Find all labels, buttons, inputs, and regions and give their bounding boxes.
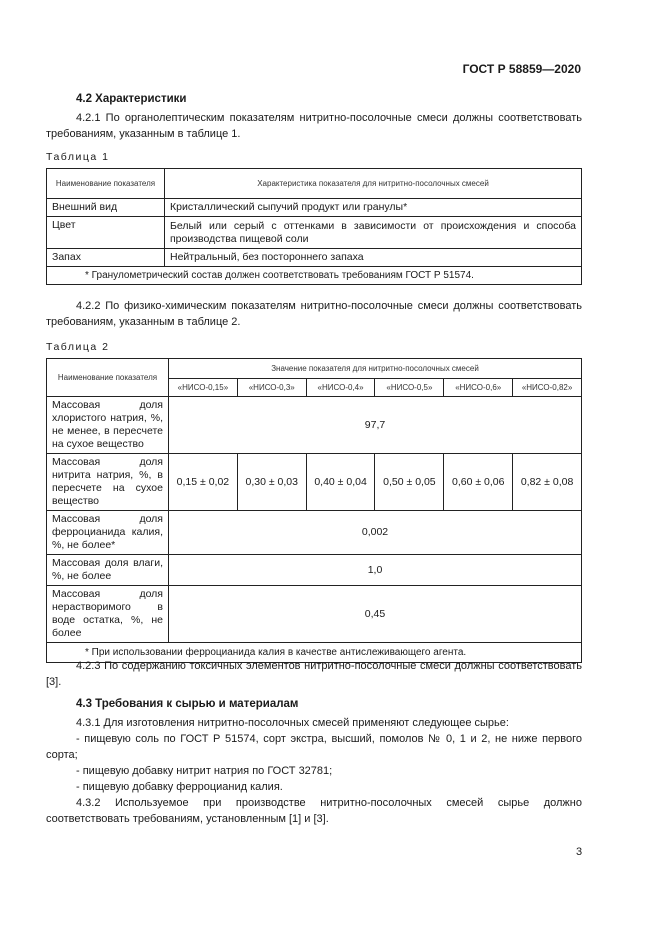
table-row (47, 199, 582, 217)
table-row (47, 217, 582, 249)
list-item: - пищевую добавку ферроцианид калия. (76, 781, 283, 793)
table-cell: Массовая доля влаги, %, не более (47, 555, 169, 586)
list-item: - пищевую соль по ГОСТ Р 51574, сорт экстра, высший, помолов № 0, 1 и 2, не ниже первого сорта; (46, 733, 582, 761)
table-cell: Цвет (47, 217, 165, 249)
document-id: ГОСТ Р 58859—2020 (462, 62, 581, 76)
table-cell: 0,82 ± 0,08 (513, 454, 582, 511)
table-2-subheader: «НИСО-0,5» (375, 379, 444, 397)
table-2-subheader: «НИСО-0,4» (306, 379, 375, 397)
table-cell: Внешний вид (47, 199, 165, 217)
table-cell: Кристаллический сыпучий продукт или гранулы* (165, 199, 582, 217)
table-cell: Нейтральный, без постороннего запаха (165, 249, 582, 267)
table-cell: Массовая доля нерастворимого в воде остатка, %, не более (47, 586, 169, 643)
table-row (47, 249, 582, 267)
section-heading-4-3: 4.3 Требования к сырью и материалам (76, 698, 299, 710)
paragraph-4-3-1: 4.3.1 Для изготовления нитритно-посолочных смесей применяют следующее сырье: (76, 717, 509, 729)
table-row (47, 511, 582, 555)
table-2-header-name: Наименование показателя (47, 359, 169, 397)
table-cell: 0,45 (169, 586, 582, 643)
table-2-caption: Таблица 2 (46, 341, 110, 353)
table-cell: Массовая доля нитрита натрия, %, в пересчете на сухое вещество (47, 454, 169, 511)
table-2-subheader: «НИСО-0,15» (169, 379, 238, 397)
table-2-header-group: Значение показателя для нитритно-посолочных смесей (169, 359, 582, 379)
paragraph-4-2-1: 4.2.1 По органолептическим показателям нитритно-посолочные смеси должны соответствовать требованиям, указанным в таблице 1. (46, 112, 582, 140)
table-1 (46, 168, 582, 285)
table-cell: 0,30 ± 0,03 (237, 454, 306, 511)
paragraph-4-3-2: 4.3.2 Используемое при производстве нитритно-посолочных смесей сырье должно соответствовать требованиям, установленным [1] и [3]. (46, 797, 582, 825)
table-2 (46, 358, 582, 663)
table-cell: Белый или серый с оттенками в зависимости от происхождения и способа производства пищевой соли (165, 217, 582, 249)
list-item: - пищевую добавку нитрит натрия по ГОСТ 32781; (76, 765, 333, 777)
table-row (47, 397, 582, 454)
table-cell: 1,0 (169, 555, 582, 586)
table-cell: 97,7 (169, 397, 582, 454)
table-1-caption: Таблица 1 (46, 151, 110, 163)
table-2-subheader: «НИСО-0,3» (237, 379, 306, 397)
table-2-footnote: * При использовании ферроцианида калия в качестве антислеживающего агента. (47, 643, 582, 663)
table-cell: Массовая доля хлористого натрия, %, не менее, в пересчете на сухое вещество (47, 397, 169, 454)
table-2-subheader: «НИСО-0,6» (444, 379, 513, 397)
paragraph-4-2-2: 4.2.2 По физико-химическим показателям нитритно-посолочные смеси должны соответствовать требованиям, указанным в таблице 2. (46, 300, 582, 328)
page-number: 3 (576, 846, 583, 858)
table-row (47, 555, 582, 586)
table-cell: 0,40 ± 0,04 (306, 454, 375, 511)
table-1-footnote: * Гранулометрический состав должен соответствовать требованиям ГОСТ Р 51574. (47, 267, 582, 285)
section-heading-4-2: 4.2 Характеристики (76, 93, 187, 105)
table-cell: 0,60 ± 0,06 (444, 454, 513, 511)
table-1-header-value: Характеристика показателя для нитритно-посолочных смесей (165, 169, 582, 199)
table-cell: 0,50 ± 0,05 (375, 454, 444, 511)
table-cell: 0,15 ± 0,02 (169, 454, 238, 511)
table-1-header-name: Наименование показателя (47, 169, 165, 199)
table-cell: Запах (47, 249, 165, 267)
table-2-subheader: «НИСО-0,82» (513, 379, 582, 397)
table-cell: 0,002 (169, 511, 582, 555)
table-row (47, 586, 582, 643)
table-row (47, 454, 582, 511)
paragraph-4-2-3: 4.2.3 По содержанию токсичных элементов нитритно-посолочные смеси должны соответствовать [3]. (46, 660, 582, 688)
table-cell: Массовая доля ферроцианида калия, %, не более* (47, 511, 169, 555)
